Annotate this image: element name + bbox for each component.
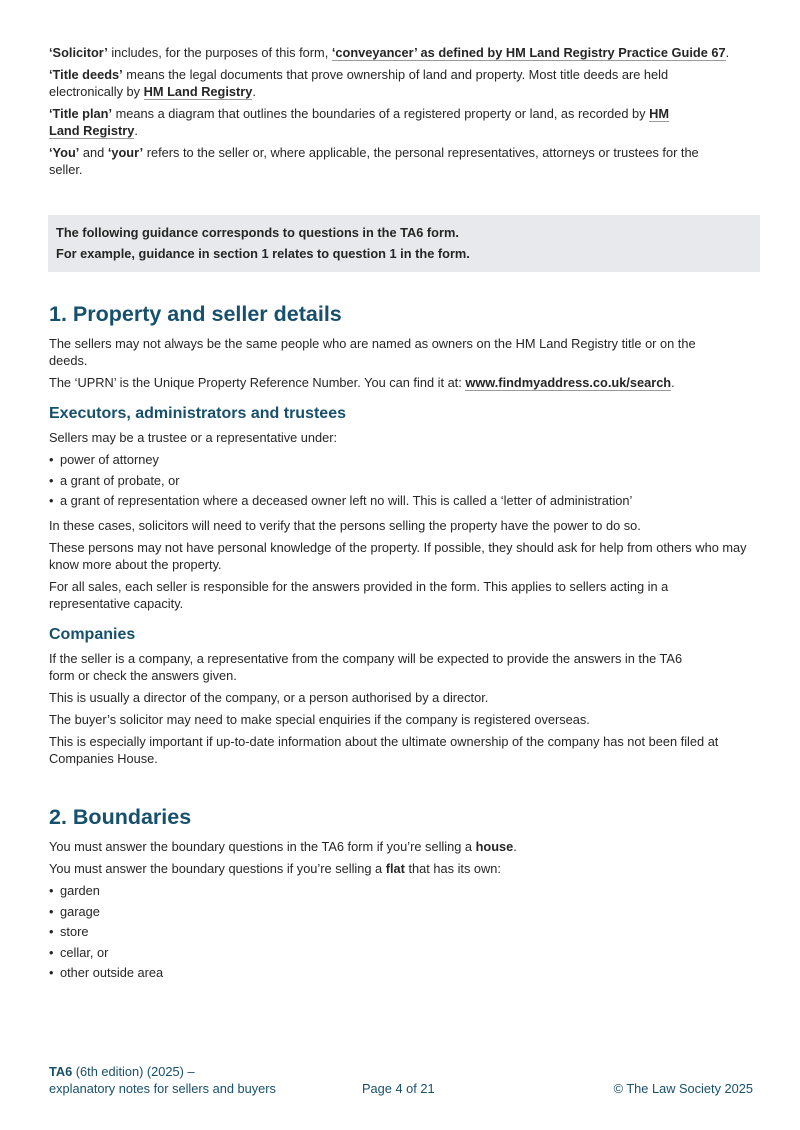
- definition-text: and: [79, 145, 108, 160]
- list-item: • garage: [49, 903, 759, 920]
- paragraph: The buyer’s solicitor may need to make special enquiries if the company is registered overseas.: [49, 712, 590, 727]
- page-footer: [49, 1063, 753, 1103]
- definition-text: .: [134, 123, 138, 138]
- emphasis: house: [475, 839, 514, 854]
- paragraph: In these cases, solicitors will need to verify that the persons selling the property have the power to do so.: [49, 518, 641, 533]
- paragraph: For all sales, each seller is responsible for the answers provided in the form. This applies to sellers acting in a representative capacity.: [49, 579, 669, 611]
- callout-line-2: For example, guidance in section 1 relates to question 1 in the form.: [56, 246, 470, 261]
- emphasis: flat: [385, 861, 405, 876]
- definition-text: means a diagram that outlines the boundaries of a registered property or land, as recorded by: [112, 106, 650, 121]
- definition-text: .: [252, 84, 256, 99]
- paragraph: If the seller is a company, a representative from the company will be expected to provide the answers in the TA6 form or check the answers given.: [49, 651, 683, 683]
- term-title-plan: ‘Title plan’: [49, 106, 113, 121]
- list-item: • a grant of representation where a deceased owner left no will. This is called a ‘letter of administration’: [49, 492, 759, 509]
- definition-you: [49, 144, 699, 178]
- list-item: • store: [49, 923, 759, 940]
- paragraph: [49, 838, 759, 855]
- term-your: ‘your’: [107, 145, 144, 160]
- definition-title-deeds: [49, 66, 714, 100]
- link-practice-guide-67[interactable]: ‘conveyancer’ as defined by HM Land Registry Practice Guide 67: [331, 45, 726, 60]
- link-findmyaddress[interactable]: www.findmyaddress.co.uk/search: [465, 375, 672, 390]
- boundaries-list: [49, 882, 759, 981]
- executors-heading: Executors, administrators and trustees: [49, 405, 346, 422]
- definitions: [49, 44, 759, 178]
- list-item: • a grant of probate, or: [49, 472, 759, 489]
- paragraph-text: .: [671, 375, 675, 390]
- term-you: ‘You’: [49, 145, 80, 160]
- definition-solicitor: [49, 44, 754, 61]
- footer-document-title: [49, 1063, 276, 1097]
- paragraph-text: .: [513, 839, 517, 854]
- paragraph: The sellers may not always be the same people who are named as owners on the HM Land Registry title or on the deeds.: [49, 336, 696, 368]
- paragraph: This is especially important if up-to-date information about the ultimate ownership of the company has not been filed at Companies House.: [49, 734, 719, 766]
- paragraph-text: You must answer the boundary questions if you’re selling a: [49, 861, 386, 876]
- footer-doc-subtitle: explanatory notes for sellers and buyers: [49, 1081, 276, 1096]
- footer-doc-code: TA6: [49, 1064, 73, 1079]
- definition-text: refers to the seller or, where applicable, the personal representatives, attorneys or trustees for the seller.: [49, 145, 699, 177]
- list-item: • power of attorney: [49, 451, 759, 468]
- definition-text: .: [725, 45, 730, 60]
- guidance-callout: [48, 215, 760, 272]
- companies-heading: Companies: [49, 626, 136, 643]
- paragraph: [49, 860, 759, 877]
- term-title-deeds: ‘Title deeds’: [49, 67, 123, 82]
- link-hm-land-registry[interactable]: HM Land Registry: [49, 106, 670, 138]
- list-item: • cellar, or: [49, 944, 759, 961]
- list-item: • garden: [49, 882, 759, 899]
- callout-line-1: The following guidance corresponds to questions in the TA6 form.: [56, 225, 459, 240]
- definition-text: includes, for the purposes of this form,: [107, 45, 332, 60]
- copyright: © The Law Society 2025: [613, 1081, 753, 1096]
- section-2-heading: 2. Boundaries: [49, 805, 192, 829]
- definition-title-plan: [49, 105, 689, 139]
- definition-text: means the legal documents that prove ownership of land and property. Most title deeds are held electronically by: [49, 67, 669, 99]
- section-1-heading: 1. Property and seller details: [49, 302, 342, 326]
- paragraph: Sellers may be a trustee or a representative under:: [49, 430, 338, 445]
- executors-list: [49, 451, 759, 509]
- paragraph-text: that has its own:: [404, 861, 501, 876]
- paragraph: This is usually a director of the company, or a person authorised by a director.: [49, 690, 489, 705]
- uprn-paragraph: [49, 374, 759, 391]
- paragraph: These persons may not have personal knowledge of the property. If possible, they should ask for help from others who may know more about the property.: [49, 540, 747, 572]
- paragraph-text: You must answer the boundary questions in the TA6 form if you’re selling a: [49, 839, 476, 854]
- footer-doc-edition: (6th edition) (2025) –: [72, 1064, 195, 1079]
- page-content: [49, 44, 759, 989]
- page-number: Page 4 of 21: [362, 1081, 435, 1096]
- list-item: • other outside area: [49, 964, 759, 981]
- paragraph-text: The ‘UPRN’ is the Unique Property Reference Number. You can find it at:: [49, 375, 466, 390]
- term-solicitor: ‘Solicitor’: [49, 45, 108, 60]
- link-hm-land-registry[interactable]: HM Land Registry: [143, 84, 253, 99]
